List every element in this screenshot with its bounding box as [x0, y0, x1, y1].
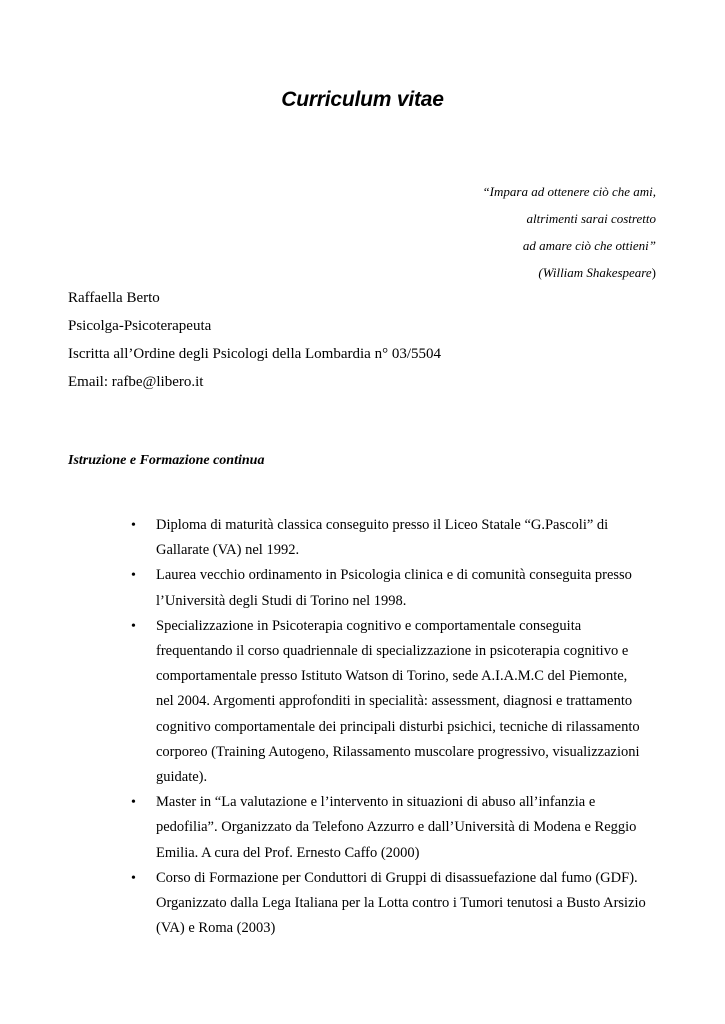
list-item	[0, 513, 725, 563]
bullet-icon: •	[131, 870, 136, 886]
email: Email: rafbe@libero.it	[68, 374, 204, 390]
quote-author-name: (William Shakespeare	[538, 265, 652, 280]
quote-line: ad amare ciò che ottieni”	[522, 238, 656, 253]
list-item	[0, 866, 725, 942]
bullet-icon: •	[131, 568, 136, 584]
section-heading-education: Istruzione e Formazione continua	[68, 453, 265, 468]
list-item-line: Laurea vecchio ordinamento in Psicologia clinica e di comunità conseguita presso	[156, 567, 632, 584]
list-item-line: Diploma di maturità classica conseguito presso il Liceo Statale “G.Pascoli” di	[156, 517, 609, 533]
list-item-line: pedofilia”. Organizzato da Telefono Azzurro e dall’Università di Modena e Reggio	[156, 819, 637, 836]
list-item-line: nel 2004. Argomenti approfonditi in specialità: assessment, diagnosi e trattamento	[156, 693, 633, 710]
epigraph-quote	[482, 178, 656, 286]
document-title: Curriculum vitae	[281, 88, 444, 111]
list-item-line: cognitivo comportamentale dei principali disturbi psichici, tecniche di rilassamento	[156, 718, 640, 735]
education-list	[0, 513, 725, 941]
list-item-line: Master in “La valutazione e l’intervento in situazioni di abuso all’infanzia e	[156, 794, 596, 811]
list-item-line: Specializzazione in Psicoterapia cognitivo e comportamentale conseguita	[156, 617, 582, 634]
list-item-line: (VA) e Roma (2003)	[156, 920, 276, 937]
registration: Iscritta all’Ordine degli Psicologi della Lombardia n° 03/5504	[68, 346, 441, 362]
list-item-line: Gallarate (VA) nel 1992.	[156, 542, 300, 559]
list-item-line: corporeo (Training Autogeno, Rilassamento muscolare progressivo, visualizzazioni	[156, 743, 640, 760]
list-item-line: guidate).	[156, 769, 208, 786]
contact-block	[68, 284, 441, 396]
list-item	[0, 790, 725, 866]
profession: Psicolga-Psicoterapeuta	[68, 318, 212, 334]
quote-author	[482, 259, 656, 286]
quote-line: altrimenti sarai costretto	[526, 211, 656, 226]
list-item-line: Organizzato dalla Lega Italiana per la Lotta contro i Tumori tenutosi a Busto Arsizio	[156, 895, 646, 912]
person-name: Raffaella Berto	[68, 290, 160, 306]
list-item-line: Emilia. A cura del Prof. Ernesto Caffo (2000)	[156, 844, 420, 861]
list-item	[0, 614, 725, 790]
list-item-line: Corso di Formazione per Conduttori di Gruppi di disassuefazione dal fumo (GDF).	[156, 869, 638, 886]
list-item-line: comportamentale presso Istituto Watson di Torino, sede A.I.A.M.C del Piemonte,	[156, 668, 628, 685]
list-item-line: l’Università degli Studi di Torino nel 1998.	[156, 592, 407, 609]
list-item-line: frequentando il corso quadriennale di specializzazione in psicoterapia cognitivo e	[156, 643, 629, 660]
bullet-icon: •	[131, 795, 136, 811]
bullet-icon: •	[131, 618, 136, 634]
quote-author-paren: )	[651, 265, 656, 280]
list-item	[0, 563, 725, 613]
bullet-icon: •	[131, 518, 136, 533]
quote-line: “Impara ad ottenere ciò che ami,	[482, 184, 656, 199]
